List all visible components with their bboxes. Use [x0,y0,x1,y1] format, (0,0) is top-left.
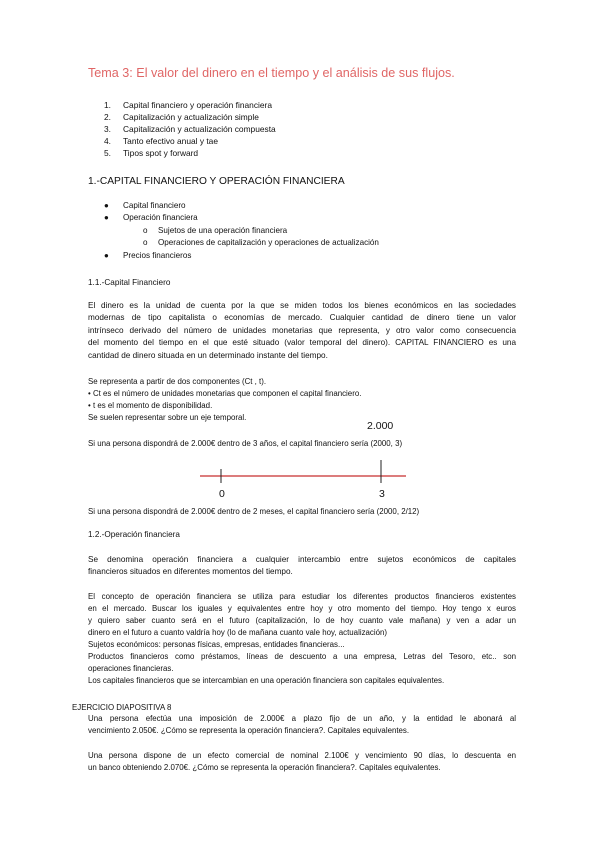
section-outline [104,200,379,262]
index-item [104,147,276,159]
paragraph-line: • t es el momento de disponibilidad. [88,401,213,410]
index-text: Tipos spot y forward [123,148,199,159]
paragraph-line: operaciones financieras. [88,664,174,673]
topic-index [104,99,276,159]
outline-item [104,250,379,262]
paragraph-line: modernas de tipo capitalista o economías de mercado. Cualquier cantidad de dinero tiene un valor [88,313,516,323]
paragraph-line: Se denomina operación financiera a cualquier intercambio entre sujetos económicos de capitales [88,555,516,564]
bullet-icon: ● [104,213,109,223]
operation-definition-paragraph [88,554,516,579]
paragraph-line: cantidad de dinero situada en un determinado instante del tiempo. [88,350,328,360]
paragraph-line: El concepto de operación financiera se utiliza para estudiar los diferentes productos financieros existentes [88,592,516,601]
outline-text: Operación financiera [123,213,198,223]
index-number: 1. [104,100,111,110]
index-text: Capital financiero y operación financiera [123,100,272,110]
paragraph-line: • Ct es el número de unidades monetarias que componen el capital financiero. [88,389,362,398]
exercise-paragraph [88,713,516,737]
index-item [104,135,276,147]
paragraph-line: Si una persona dispondrá de 2.000€ dentro de 3 años, el capital financiero sería (2000, 3) [88,439,403,448]
index-number: 4. [104,136,111,147]
paragraph-line: Una persona dispone de un efecto comercial de nominal 2.100€ y vencimiento 90 días, lo descuenta en [88,751,516,760]
diagram-end-label: 3 [379,488,385,500]
exercise-heading: EJERCICIO DIAPOSITIVA 8 [72,703,172,712]
paragraph-line: El dinero es la unidad de cuenta por la que se miden todos los bienes económicos en las sociedades [88,301,516,310]
bullet-icon: ● [104,201,109,210]
index-item [104,111,276,123]
paragraph-line: Sujetos económicos: personas físicas, empresas, entidades financieras... [88,640,345,649]
paragraph-line: Se representa a partir de dos componentes (Ct , t). [88,377,267,386]
paragraph-line: dinero en el futuro a cuanto valdría hoy (lo de mañana cuanto vale hoy, actualización) [88,628,388,637]
section-heading: 1.-CAPITAL FINANCIERO Y OPERACIÓN FINANCIERA [88,176,345,187]
index-text: Capitalización y actualización simple [123,112,259,123]
paragraph-line: financieros situados en diferentes momentos del tiempo. [88,567,293,577]
paragraph-line: Los capitales financieros que se intercambian en una operación financiera son capitales equivalentes. [88,676,445,685]
index-item [104,99,276,111]
circle-bullet-icon: o [143,238,148,248]
index-number: 2. [104,112,111,123]
example-sentence [88,506,516,518]
paragraph-line: Se suelen representar sobre un eje temporal. [88,413,247,422]
paragraph-line: vencimiento 2.050€. ¿Cómo se representa la operación financiera?. Capitales equivalentes. [88,726,410,735]
outline-text: Sujetos de una operación financiera [158,225,288,235]
outline-text: Operaciones de capitalización y operaciones de actualización [158,238,379,248]
operation-concept-paragraph [88,591,516,687]
page-title: Tema 3: El valor del dinero en el tiempo y el análisis de sus flujos. [88,66,455,80]
index-number: 5. [104,148,111,159]
outline-subitem [104,225,379,237]
paragraph-line: Una persona efectúa una imposición de 2.000€ a plazo fijo de un año, y la entidad le abonará al [88,714,516,723]
outline-subitem [104,237,379,249]
circle-bullet-icon: o [143,225,148,235]
index-text: Capitalización y actualización compuesta [123,124,276,135]
paragraph-line: Si una persona dispondrá de 2.000€ dentro de 2 meses, el capital financiero sería (2000, 2/12) [88,507,420,516]
paragraph-line: Productos financieros como préstamos, líneas de descuento a una empresa, Letras del Tesoro, etc.. son [88,652,516,661]
paragraph-line: del momento del tiempo en el que esté situado (valor temporal del dinero). CAPITAL FINANCIERO es una [88,338,516,348]
index-item [104,123,276,135]
outline-text: Capital financiero [123,201,186,210]
paragraph-line: un banco obteniendo 2.070€. ¿Cómo se representa la operación financiera?. Capitales equivalentes. [88,763,441,772]
paragraph-line: en el mercado. Buscar los iguales y equivalentes entre hoy y otro momento del tiempo. Hoy tengo x euros [88,604,516,613]
subsection-heading: 1.2.-Operación financiera [88,530,180,539]
exercise-paragraph [88,750,516,774]
subsection-heading: 1.1.-Capital Financiero [88,278,171,287]
outline-item [104,200,379,212]
outline-item [104,212,379,224]
paragraph-line: y quiero saber cuanto será en el futuro (capitalización, lo de hoy cuanto vale mañana) y ven a adar un [88,616,516,625]
outline-text: Precios financieros [123,250,192,260]
index-text: Tanto efectivo anual y tae [123,136,218,147]
index-number: 3. [104,124,111,135]
diagram-start-label: 0 [219,488,225,500]
capital-definition-paragraph [88,300,516,362]
diagram-amount-label: 2.000 [367,420,394,432]
bullet-icon: ● [104,250,109,260]
components-paragraph [88,376,516,424]
paragraph-line: intrínseco derivado del número de unidades monetarias que representa, y otro valor como consecuencia [88,325,516,335]
